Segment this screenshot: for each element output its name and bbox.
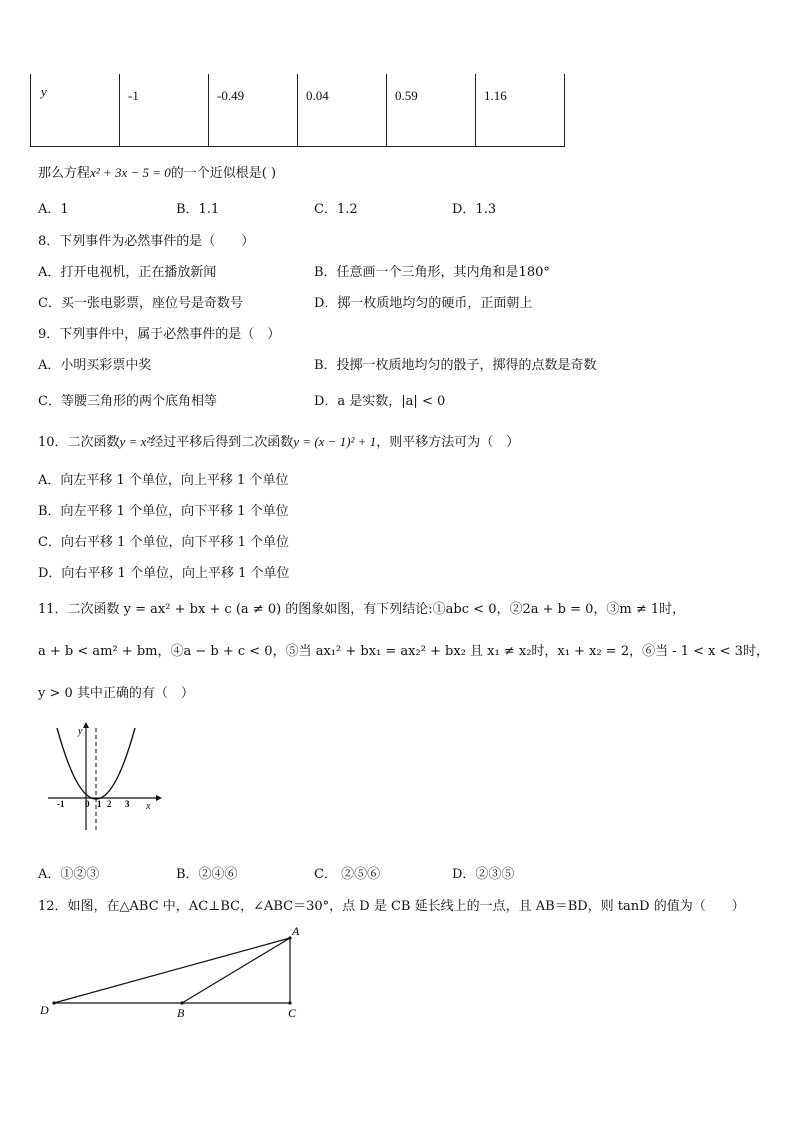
q10-stem-end: ，则平移方法可为（ ） (376, 435, 520, 450)
q8-stem: 8．下列事件为必然事件的是（ ） (38, 234, 255, 249)
y-axis-label: y (78, 726, 83, 737)
x-axis-arrow-icon (156, 795, 162, 801)
value-table (30, 74, 565, 147)
q7-stem (38, 162, 276, 181)
segment-da (54, 938, 290, 1003)
q7-stem-text: 那么方程 (38, 166, 91, 181)
triangle-figure (36, 922, 306, 1022)
q7-stem-end: 的一个近似根是( ) (170, 166, 277, 181)
q10-stem-mid: 经过平移后得到二次函数 (150, 435, 294, 450)
q10-stem (38, 431, 519, 450)
q10-function-2: y = (x − 1)² + 1 (293, 434, 377, 449)
table-cell: 0.04 (298, 74, 387, 146)
q10-option-b: B．向左平移 1 个单位，向下平移 1 个单位 (38, 504, 289, 519)
tick-label: 1 (97, 799, 102, 809)
q9-option-b: B．投掷一枚质地均匀的骰子，掷得的点数是奇数 (314, 358, 597, 373)
q10-option-a: A．向左平移 1 个单位，向上平移 1 个单位 (38, 473, 289, 488)
table-cell: y (31, 74, 120, 146)
q10-option-c: C．向右平移 1 个单位，向下平移 1 个单位 (38, 535, 290, 550)
label-a: A (292, 924, 300, 938)
q10-option-d: D．向右平移 1 个单位，向上平移 1 个单位 (38, 566, 290, 581)
segment-ba (182, 938, 290, 1003)
q11-stem-line-1: 11．二次函数 y = ax² + bx + c (a ≠ 0) 的图象如图，有下列结论:①abc < 0，②2a + b = 0，③m ≠ 1时， (38, 602, 686, 617)
q7-option-a: A．1 (38, 202, 69, 217)
tick-label: -1 (57, 799, 65, 809)
q8-option-c: C．买一张电影票，座位号是奇数号 (38, 296, 243, 311)
tick-label: 3 (125, 799, 130, 809)
table-row (31, 74, 565, 146)
label-c: C (288, 1006, 297, 1020)
q11-option-c: C． ②⑤⑥ (314, 867, 381, 882)
q9-option-c: C．等腰三角形的两个底角相等 (38, 394, 217, 409)
q11-option-a: A．①②③ (38, 867, 100, 882)
q11-stem-line-2: a + b < am² + bm，④a − b + c < 0，⑤当 ax₁² + bx₁ = ax₂² + bx₂ 且 x₁ ≠ x₂时，x₁ + x₂ = 2，⑥当 - 1 < x < 3时， (38, 644, 769, 659)
q11-option-b: B．②④⑥ (176, 867, 238, 882)
table-cell: -0.49 (209, 74, 298, 146)
q8-option-a: A．打开电视机，正在播放新闻 (38, 265, 217, 280)
y-axis-arrow-icon (83, 722, 89, 728)
q10-function-1: y = x² (119, 434, 151, 449)
q10-stem-text: 10．二次函数 (38, 435, 120, 450)
q9-option-d: D．a 是实数，|a| < 0 (314, 394, 446, 409)
q8-option-b: B．任意画一个三角形，其内角和是180° (314, 265, 550, 280)
x-axis-label: x (146, 801, 151, 812)
q7-option-b: B．1.1 (176, 202, 220, 217)
tick-label: 2 (107, 799, 112, 809)
q8-option-d: D．掷一枚质地均匀的硬币，正面朝上 (314, 296, 533, 311)
point-c (288, 1001, 291, 1004)
tick-label: 0 (85, 799, 90, 809)
q7-option-d: D．1.3 (452, 202, 497, 217)
point-d (52, 1001, 55, 1004)
q7-option-c: C．1.2 (314, 202, 358, 217)
parabola-graph (40, 720, 165, 835)
label-b: B (177, 1006, 185, 1020)
label-d: D (40, 1003, 49, 1017)
q11-option-d: D．②③⑤ (452, 867, 515, 882)
table-cell: 0.59 (387, 74, 476, 146)
q12-stem: 12．如图，在△ABC 中，AC⊥BC，∠ABC＝30°，点 D 是 CB 延长线上的一点，且 AB＝BD，则 tanD 的值为（ ） (38, 899, 745, 914)
q7-equation: x² + 3x − 5 = 0 (90, 165, 171, 180)
q9-stem: 9．下列事件中，属于必然事件的是（ ） (38, 327, 281, 342)
q9-option-a: A．小明买彩票中奖 (38, 358, 152, 373)
table-cell: -1 (120, 74, 209, 146)
table-cell: 1.16 (476, 74, 565, 146)
point-b (180, 1001, 183, 1004)
q11-stem-line-3: y > 0 其中正确的有（ ） (38, 686, 194, 701)
